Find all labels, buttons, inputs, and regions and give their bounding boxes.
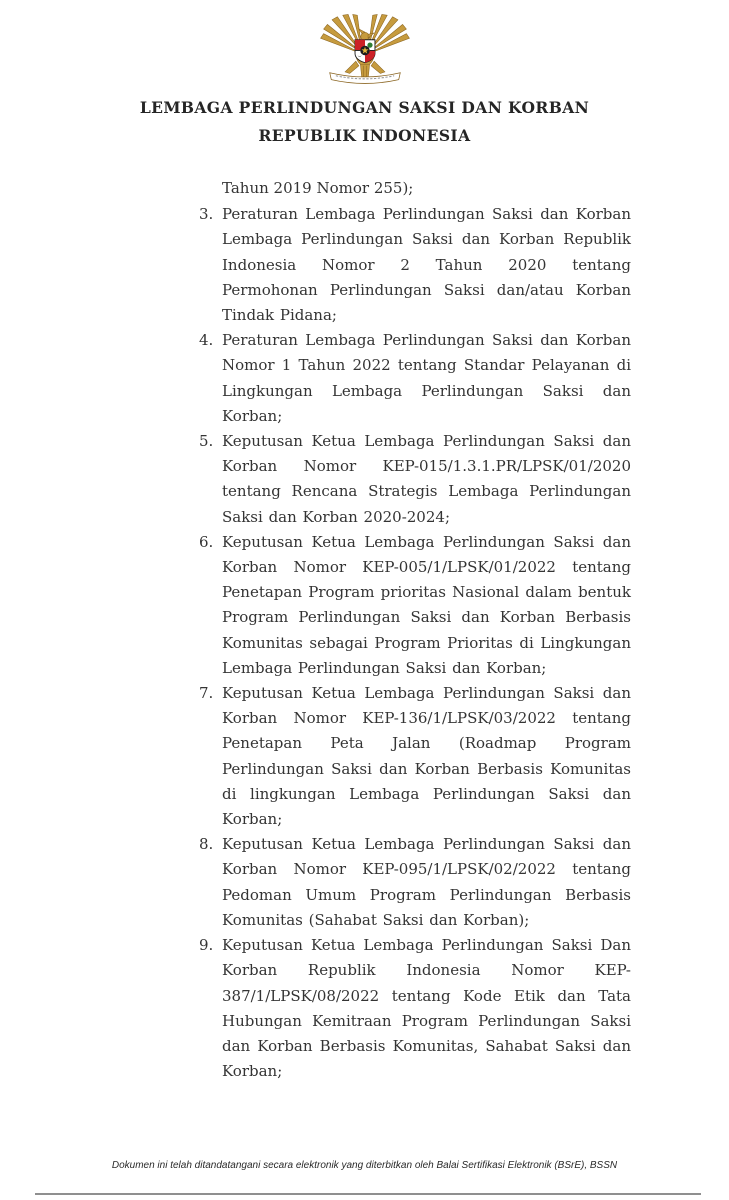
list-item-number: 6. <box>199 532 214 551</box>
footer-divider <box>35 1193 701 1195</box>
list-item <box>199 530 631 681</box>
list-item-text: Keputusan Ketua Lembaga Perlindungan Saksi dan Korban Nomor KEP-005/1/LPSK/01/2022 tentang Penetapan Program prioritas Nasional dalam bentuk Program Perlindungan Saksi dan Korban Berbasis Komunitas sebagai Program Prioritas di Lingkungan Lembaga Perlindungan Saksi dan Korban; <box>222 532 631 677</box>
list-item-number: 5. <box>199 432 214 451</box>
list-item-text: Peraturan Lembaga Perlindungan Saksi dan Korban Nomor 1 Tahun 2022 tentang Standar Pelayanan di Lingkungan Lembaga Perlindungan Saksi dan Korban; <box>222 331 631 425</box>
document-body <box>199 176 631 1084</box>
org-name-line2: REPUBLIK INDONESIA <box>258 126 471 145</box>
org-name-line1: LEMBAGA PERLINDUNGAN SAKSI DAN KORBAN <box>139 98 590 117</box>
electronic-signature-note: Dokumen ini telah ditandatangani secara elektronik yang diterbitkan oleh Balai Sertifikasi Elektronik (BSrE), BSSN <box>111 1160 618 1171</box>
list-item-number: 4. <box>199 331 214 350</box>
list-item-text: Keputusan Ketua Lembaga Perlindungan Saksi dan Korban Nomor KEP-095/1/LPSK/02/2022 tentang Pedoman Umum Program Perlindungan Berbasis Komunitas (Sahabat Saksi dan Korban); <box>222 835 631 929</box>
garuda-icon <box>319 6 411 98</box>
list-item <box>199 328 631 429</box>
garuda-pancasila-emblem <box>319 6 411 98</box>
list-item <box>199 933 631 1084</box>
list-item-number: 9. <box>199 936 214 955</box>
list-item <box>199 429 631 530</box>
numbered-list <box>199 202 631 1084</box>
list-item <box>199 681 631 832</box>
continuation-line: Tahun 2019 Nomor 255); <box>222 179 414 197</box>
list-item <box>199 832 631 933</box>
list-item-number: 8. <box>199 835 214 854</box>
list-item-number: 3. <box>199 205 214 224</box>
list-item-number: 7. <box>199 684 214 703</box>
list-item-text: Keputusan Ketua Lembaga Perlindungan Saksi dan Korban Nomor KEP-015/1.3.1.PR/LPSK/01/2020 tentang Rencana Strategis Lembaga Perlindungan Saksi dan Korban 2020-2024; <box>222 432 631 526</box>
list-item-text: Keputusan Ketua Lembaga Perlindungan Saksi dan Korban Nomor KEP-136/1/LPSK/03/2022 tentang Penetapan Peta Jalan (Roadmap Program Perlindungan Saksi dan Korban Berbasis Komunitas di lingkungan Lembaga Perlindungan Saksi dan Korban; <box>222 684 631 829</box>
list-item <box>199 202 631 328</box>
list-item-text: Keputusan Ketua Lembaga Perlindungan Saksi Dan Korban Republik Indonesia Nomor KEP-387/1/LPSK/08/2022 tentang Kode Etik dan Tata Hubungan Kemitraan Program Perlindungan Saksi dan Korban Berbasis Komunitas, Sahabat Saksi dan Korban; <box>222 936 631 1081</box>
list-item-text: Peraturan Lembaga Perlindungan Saksi dan Korban Lembaga Perlindungan Saksi dan Korban Republik Indonesia Nomor 2 Tahun 2020 tentang Permohonan Perlindungan Saksi dan/atau Korban Tindak Pidana; <box>222 205 631 325</box>
